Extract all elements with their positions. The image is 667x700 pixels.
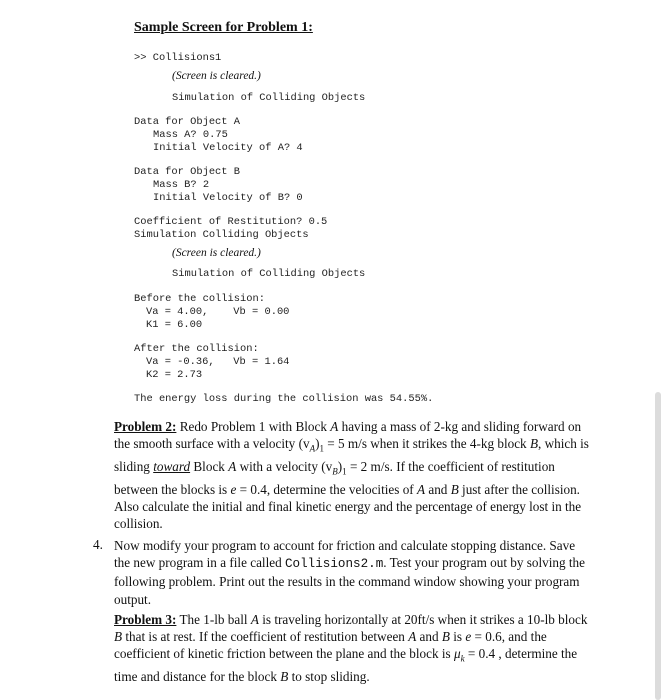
- console-line: Va = -0.36, Vb = 1.64: [146, 356, 290, 368]
- problem-2-paragraph: Problem 2: Redo Problem 1 with Block A having a mass of 2-kg and sliding forward on the smooth surface with a velocity $(v_A)_1 = 5$ m/s when it strikes the 4-kg block B, which is sliding toward Block A with a velocity $(v_B)_1 = 2$ m/s. If the coefficient of restitution between the blocks is e = 0.4, determine the velocities of A and B just after the collision. Also calculate the initial and final kinetic energy and the percentage of energy lost in the collision.: [114, 419, 589, 532]
- console-line: Data for Object B: [134, 166, 241, 178]
- screen-cleared-note: (Screen is cleared.): [172, 247, 261, 259]
- filename-code: Collisions2.m: [285, 557, 384, 572]
- console-line: Simulation Colliding Objects: [134, 229, 309, 241]
- console-line: Data for Object A: [134, 116, 241, 128]
- problem-3-label: Problem 3:: [114, 612, 177, 627]
- console-line: Initial Velocity of A? 4: [153, 142, 303, 154]
- console-line: K1 = 6.00: [146, 319, 203, 331]
- console-line: Simulation of Colliding Objects: [172, 92, 366, 104]
- item-4-paragraph: Now modify your program to account for friction and calculate stopping distance. Save the new program in a file called Collisions2.m. Test your program out by solving the following problem. Print out the results in the command window showing your program output.: [114, 538, 586, 607]
- console-line: Coefficient of Restitution? 0.5: [134, 216, 328, 228]
- console-line: Mass B? 2: [153, 179, 210, 191]
- problem-2-label: Problem 2:: [114, 419, 177, 434]
- console-line: K2 = 2.73: [146, 369, 203, 381]
- vertical-scrollbar[interactable]: [655, 392, 661, 700]
- sample-heading: Sample Screen for Problem 1:: [134, 20, 313, 35]
- console-line: The energy loss during the collision was 54.55%.: [134, 393, 434, 405]
- problem-3-paragraph: Problem 3: The 1-lb ball A is traveling horizontally at 20ft/s when it strikes a 10-lb block B that is at rest. If the coefficient of restitution between A and B is e = 0.6, and the coefficient of kinetic friction between the plane and the block is $\mu_k = 0.4$ , determine the time and distance for the block B to stop sliding.: [114, 612, 588, 685]
- screen-cleared-note: (Screen is cleared.): [172, 70, 261, 82]
- console-line: Va = 4.00, Vb = 0.00: [146, 306, 290, 318]
- console-line: Before the collision:: [134, 293, 265, 305]
- console-line: >> Collisions1: [134, 52, 222, 64]
- item-4-number: 4.: [93, 537, 103, 552]
- console-line: Initial Velocity of B? 0: [153, 192, 303, 204]
- console-line: Mass A? 0.75: [153, 129, 228, 141]
- console-line: After the collision:: [134, 343, 259, 355]
- console-line: Simulation of Colliding Objects: [172, 268, 366, 280]
